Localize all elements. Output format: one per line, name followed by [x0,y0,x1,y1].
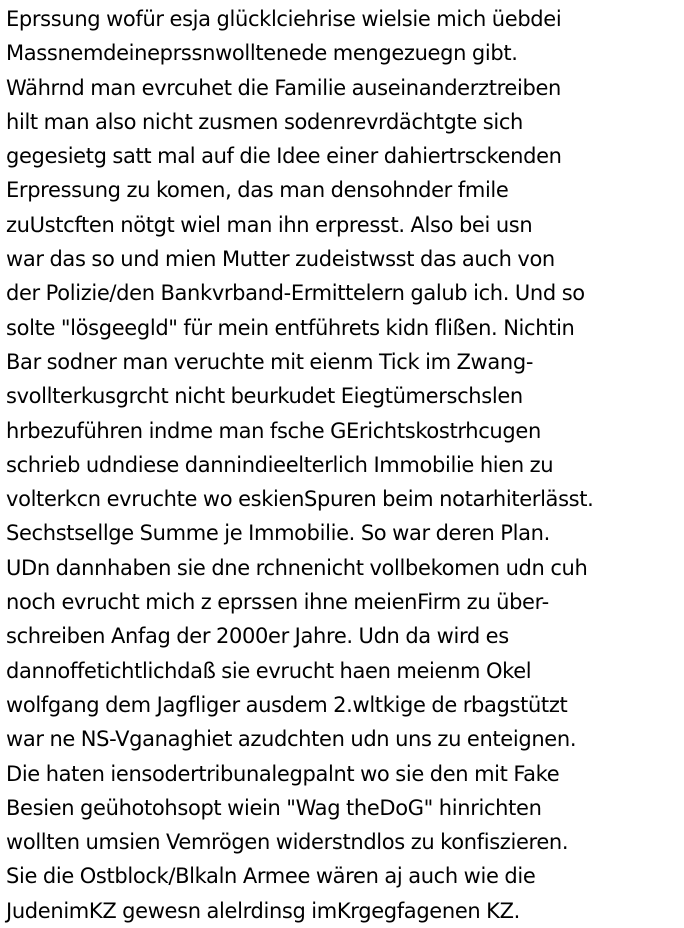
text-line: Massnemdeineprssnwolltenede mengezuegn gibt. [6,41,518,66]
text-line: gegesietg satt mal auf die Idee einer dahiertrsckenden [6,144,562,169]
text-line: svollterkusgrcht nicht beurkudet Eiegtümerschslen [6,384,523,409]
text-line: Währnd man evrcuhet die Familie auseinanderztreiben [6,75,561,100]
text-line: wolfgang dem Jagfliger ausdem 2.wltkige de rbagstützt [6,692,568,717]
text-line: war ne NS-Vganaghiet azudchten udn uns zu enteignen. [6,727,577,752]
text-line: schrieb udndiese dannindieelterlich Immobilie hien zu [6,452,554,477]
text-line: volterkcn evruchte wo eskienSpuren beim notarhiterlässt. [6,487,594,512]
text-line: wollten umsien Vemrögen widerstndlos zu konfiszieren. [6,830,569,855]
text-line: Die haten iensodertribunalegpalnt wo sie den mit Fake [6,761,560,786]
text-line: der Polizie/den Bankvrband-Ermittelern galub ich. Und so [6,281,585,306]
text-line: zuUstcften nötgt wiel man ihn erpresst. Also bei usn [6,212,533,237]
text-line: UDn dannhaben sie dne rchnenicht vollbekomen udn cuh [6,555,588,580]
text-line: noch evrucht mich z eprssen ihne meienFirm zu über- [6,590,549,615]
text-line: hrbezuführen indme man fsche GErichtskostrhcugen [6,418,541,443]
text-line: Sie die Ostblock/Blkaln Armee wären aj auch wie die [6,864,536,889]
text-line: Bar sodner man veruchte mit eienm Tick im Zwang- [6,349,534,374]
text-line: war das so und mien Mutter zudeistwsst das auch von [6,247,555,272]
document-text [6,2,682,928]
text-line: hilt man also nicht zusmen sodenrevrdächtgte sich [6,109,523,134]
text-line: Sechstsellge Summe je Immobilie. So war deren Plan. [6,521,550,546]
text-line: solte "lösgeegld" für mein entführets kidn flißen. Nichtin [6,315,575,340]
text-line: JudenimKZ gewesn alelrdinsg imKrgegfagenen KZ. [6,898,520,923]
text-line: schreiben Anfag der 2000er Jahre. Udn da wird es [6,624,509,649]
text-line: Eprssung wofür esja glücklciehrise wielsie mich üebdei [6,7,562,31]
text-line: Erpressung zu komen, das man densohnder fmile [6,178,509,203]
text-line: Besien geühotohsopt wiein "Wag theDoG" hinrichten [6,795,542,820]
text-line: dannoffetichtlichdaß sie evrucht haen meienm Okel [6,658,532,683]
